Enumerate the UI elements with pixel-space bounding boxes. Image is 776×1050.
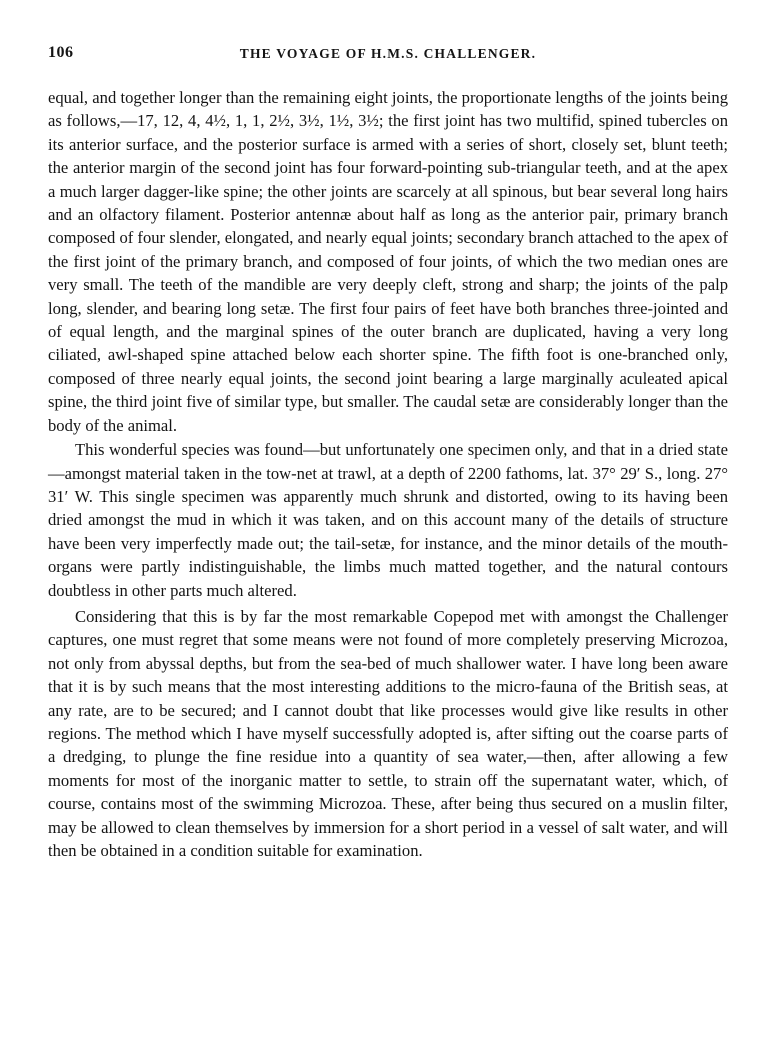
running-title: THE VOYAGE OF H.M.S. CHALLENGER.	[239, 46, 537, 61]
running-head	[48, 38, 728, 66]
page-number: 106	[48, 44, 74, 61]
paragraph-continuation: equal, and together longer than the remaining eight joints, the proportionate lengths of the joints being as follows,—17, 12, 4, 4½, 1, 1, 2½, 3½, 1½, 3½; the first joint has two multifid, spined tubercles on its anterior surface, and the posterior surface is armed with a series of short, closely set, blunt teeth; the anterior margin of the second joint has four forward-pointing sub-triangular teeth, and at the apex a much larger dagger-like spine; the other joints are scarcely at all spinous, but bear several long hairs and an olfactory filament. Posterior antennæ about half as long as the anterior pair, primary branch composed of four slender, elongated, and nearly equal joints; secondary branch attached to the apex of the first joint of the primary branch, and composed of four joints, of which the two median ones are very small. The teeth of the mandible are very deeply cleft, strong and sharp; the joints of the palp long, slender, and bearing long setæ. The first four pairs of feet have both branches three-jointed and of equal length, and the marginal spines of the outer branch are duplicated, having a very long ciliated, awl-shaped spine attached below each shorter spine. The fifth foot is one-branched only, composed of three nearly equal joints, the second joint bearing a large marginally aculeated apical spine, the third joint five of similar type, but smaller. The caudal setæ are considerably longer than the body of the animal.	[48, 88, 728, 435]
body-text	[48, 86, 728, 862]
book-page	[48, 38, 728, 863]
paragraph-preservation-method: Considering that this is by far the most remarkable Copepod met with amongst the Challenger captures, one must regret that some means were not found of more completely preserving Microzoa, not only from abyssal depths, but from the sea-bed of much shallower water. I have long been aware that it is by such means that the most interesting additions to the micro-fauna of the British seas, at any rate, are to be secured; and I cannot doubt that like processes would give like results in other regions. The method which I have myself successfully adopted is, after sifting out the coarse parts of a dredging, to plunge the fine residue into a quantity of sea water,—then, after allowing a few moments for most of the inorganic matter to settle, to strain off the supernatant water, which, of course, contains most of the swimming Microzoa. These, after being thus secured on a muslin filter, may be allowed to clean themselves by immersion for a short period in a vessel of salt water, and will then be obtained in a condition suitable for examination.	[48, 606, 728, 860]
paragraph-specimen-discovery: This wonderful species was found—but unfortunately one specimen only, and that in a dried state—amongst material taken in the tow-net at trawl, at a depth of 2200 fathoms, lat. 37° 29′ S., long. 27° 31′ W. This single specimen was apparently much shrunk and distorted, owing to its having been dried amongst the mud in which it was taken, and on this account many of the details of structure have been very imperfectly made out; the tail-setæ, for instance, and the minor details of the mouth-organs were partly indistinguishable, the limbs much matted together, and the natural contours doubtless in other parts much altered.	[48, 440, 728, 600]
